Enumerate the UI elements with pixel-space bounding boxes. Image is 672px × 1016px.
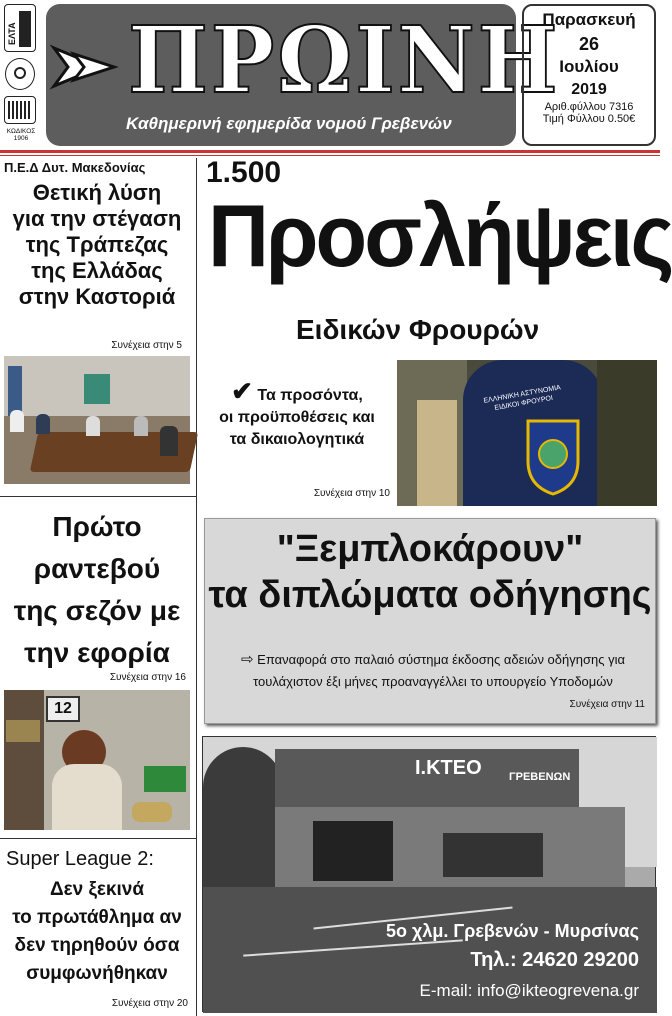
license-body-line: Επαναφορά στο παλαιό σύστημα έκδοσης αδειών οδήγησης για — [257, 652, 626, 667]
newspaper-tagline: Καθημερινή εφημερίδα νομού Γρεβενών — [126, 114, 452, 133]
elta-stamp — [4, 4, 36, 52]
story2-headline-line: Πρώτο — [52, 511, 142, 542]
month: Ιουλίου — [559, 57, 619, 76]
story1-headline-line: για την στέγαση — [12, 206, 182, 231]
license-story-box[interactable] — [204, 518, 656, 724]
story2-headline-line: ραντεβού — [33, 553, 161, 584]
story1-photo — [4, 356, 190, 484]
story2-headline[interactable] — [0, 506, 194, 674]
main-count: 1.500 — [206, 156, 282, 189]
stamp-bar-icon — [19, 11, 31, 47]
date-box — [522, 4, 656, 146]
story1-headline-line: της Ελλάδας — [31, 258, 163, 283]
logo-band — [46, 4, 561, 146]
arrow-logo-icon — [52, 42, 132, 92]
top-rule-thin — [0, 155, 660, 156]
story3-headline-line: συμφωνήθηκαν — [26, 963, 168, 984]
story1-headline[interactable] — [0, 180, 194, 310]
main-bullet-block — [200, 376, 394, 451]
column-divider — [196, 158, 197, 1016]
story3-headline-line: δεν τηρηθούν όσα — [14, 935, 180, 956]
license-body-line: τουλάχιστον έξι μήνες προαναγγέλλει το υπουργείο Υποδομών — [253, 674, 613, 689]
tree-shape — [203, 747, 283, 897]
code-label-text: ΚΩΔΙΚΟΣ — [6, 128, 36, 135]
left-divider-1 — [0, 496, 196, 497]
seal-icon — [5, 58, 35, 90]
story1-headline-line: της Τράπεζας — [25, 232, 169, 257]
ad-address: 5ο χλμ. Γρεβενών - Μυρσίνας — [385, 921, 639, 941]
story2-photo — [4, 690, 190, 830]
story1-headline-line: Θετική λύση — [32, 180, 162, 205]
bullet-line: Τα προσόντα, — [257, 387, 363, 404]
left-divider-2 — [0, 838, 196, 839]
elta-text: ΕΛΤΑ — [7, 22, 17, 45]
main-continuation[interactable]: Συνέχεια στην 10 — [313, 488, 390, 499]
main-headline[interactable]: Προσλήψεις — [208, 186, 672, 285]
year: 2019 — [571, 81, 607, 98]
masthead-left-strip — [0, 4, 42, 144]
building-sign-2: ΓΡΕΒΕΝΩΝ — [509, 771, 571, 783]
bullet-line: οι προϋποθέσεις και — [219, 409, 375, 426]
story3-continuation[interactable]: Συνέχεια στην 20 — [111, 998, 188, 1009]
story1-headline-line: στην Καστοριά — [18, 284, 176, 309]
story3-headline-line: Δεν ξεκινά — [49, 879, 145, 900]
code-value-text: 1906 — [13, 135, 29, 142]
main-subheadline: Ειδικών Φρουρών — [296, 314, 540, 345]
ikteo-ad[interactable] — [202, 736, 656, 1012]
top-rule — [0, 150, 660, 153]
bullet-line: τα δικαιολογητικά — [229, 431, 365, 448]
story3-headline[interactable] — [0, 876, 194, 988]
story3-headline-line: το πρωτάθλημα αν — [12, 907, 182, 928]
masthead — [0, 0, 660, 152]
ad-phone: Τηλ.: 24620 29200 — [470, 949, 639, 971]
building-sign: Ι.ΚΤΕΟ — [415, 757, 482, 779]
license-continuation[interactable]: Συνέχεια στην 11 — [569, 699, 645, 710]
ad-email[interactable]: E-mail: info@ikteogrevena.gr — [419, 981, 639, 1000]
story1-continuation[interactable]: Συνέχεια στην 5 — [111, 340, 182, 351]
license-headline-line1: "Ξεμπλοκάρουν" — [276, 528, 584, 570]
weekday: Παρασκευή — [542, 10, 636, 29]
story3-kicker: Super League 2: — [6, 848, 154, 870]
story1-kicker: Π.Ε.Δ Δυτ. Μακεδονίας — [4, 160, 146, 175]
barcode-icon — [4, 96, 36, 124]
newspaper-title: ΠΡΩΙΝΗ — [128, 6, 561, 114]
story2-headline-line: της σεζόν με — [13, 595, 181, 626]
story2-headline-line: την εφορία — [24, 637, 170, 668]
counter-number-sign: 12 — [46, 696, 80, 722]
price: Τιμή Φύλλου 0.50€ — [542, 113, 636, 125]
guard-photo — [397, 360, 657, 506]
story2-continuation[interactable]: Συνέχεια στην 16 — [109, 672, 186, 683]
patch-text: ΕΛΛΗΝΙΚΗ ΑΣΤΥΝΟΜΙΑ ΕΙΔΙΚΟΙ ΦΡΟΥΡΟΙ — [483, 384, 562, 413]
issue-number: Αριθ.φύλλου 7316 — [544, 101, 634, 113]
check-icon: ✔ — [231, 376, 253, 406]
license-headline-line2: τα διπλώματα οδήγησης — [208, 574, 652, 616]
day: 26 — [578, 34, 600, 54]
arrow-right-icon: ⇨ — [240, 651, 254, 668]
police-badge-icon — [523, 416, 583, 496]
license-body — [215, 649, 651, 693]
code-label — [4, 128, 38, 142]
